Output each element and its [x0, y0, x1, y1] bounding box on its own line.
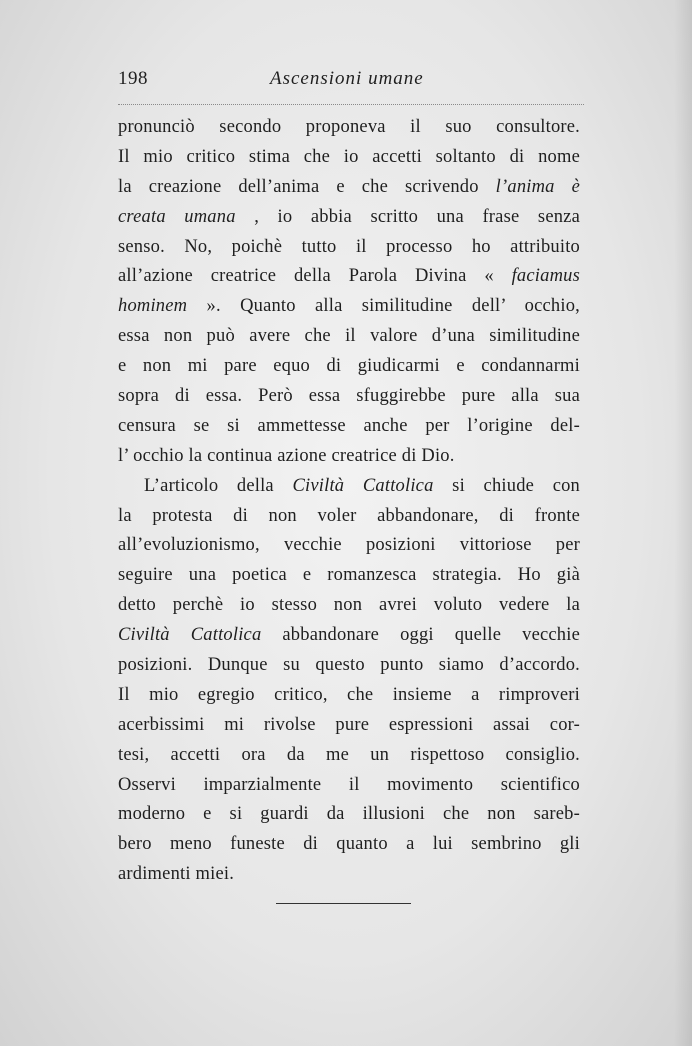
- text-segment: posizioni. Dunque su questo punto siamo d’accordo.: [118, 655, 580, 676]
- end-rule: [276, 903, 411, 904]
- text-line: [118, 382, 580, 412]
- text-segment: abbandonare oggi quelle vecchie: [261, 625, 581, 646]
- text-line: [118, 262, 580, 292]
- page-number: 198: [118, 68, 148, 89]
- page-header: [118, 64, 584, 105]
- text-line: [118, 531, 580, 561]
- text-line: [118, 113, 580, 143]
- text-line: [118, 621, 580, 651]
- text-segment: seguire una poetica e romanzesca strategia. Ho già: [118, 565, 580, 586]
- italic-segment: l’anima è: [495, 176, 580, 197]
- text-line: [118, 591, 580, 621]
- text-segment: all’evoluzionismo, vecchie posizioni vittoriose per: [118, 535, 580, 556]
- text-segment: senso. No, poichè tutto il processo ho attribuito: [118, 236, 580, 257]
- italic-segment: creata umana: [118, 206, 236, 227]
- text-line: [118, 800, 580, 830]
- text-segment: e non mi pare equo di giudicarmi e condannarmi: [118, 356, 580, 377]
- text-segment: L’articolo della: [144, 475, 293, 496]
- running-title: Ascensioni umane: [270, 68, 424, 89]
- text-line: [118, 651, 580, 681]
- text-segment: pronunciò secondo proponeva il suo consultore.: [118, 117, 580, 137]
- text-segment: ». Quanto alla similitudine dell’ occhio,: [187, 296, 580, 317]
- text-segment: ardimenti miei.: [118, 864, 235, 885]
- text-segment: all’azione creatrice della Parola Divina «: [118, 266, 512, 287]
- text-segment: bero meno funeste di quanto a lui sembrino gli: [118, 834, 580, 855]
- text-line: [118, 352, 580, 382]
- text-line: [118, 711, 580, 741]
- text-line: [118, 233, 580, 263]
- text-segment: Osservi imparzialmente il movimento scientifico: [118, 774, 580, 795]
- text-line: [118, 292, 580, 322]
- text-line: [118, 860, 580, 890]
- text-line: [118, 322, 580, 352]
- text-segment: detto perchè io stesso non avrei voluto vedere la: [118, 595, 580, 616]
- text-line: [118, 203, 580, 233]
- italic-segment: faciamus: [511, 266, 580, 287]
- text-segment: l’ occhio la continua azione creatrice di Dio.: [118, 445, 455, 466]
- text-segment: Il mio critico stima che io accetti soltanto di nome: [118, 146, 580, 167]
- text-segment: acerbissimi mi rivolse pure espressioni assai cor-: [118, 714, 580, 735]
- text-line: [118, 741, 580, 771]
- text-line: [118, 502, 580, 532]
- text-segment: la creazione dell’anima e che scrivendo: [118, 176, 496, 197]
- text-line: [118, 472, 580, 502]
- text-segment: tesi, accetti ora da me un rispettoso consiglio.: [118, 744, 580, 765]
- text-line: [118, 412, 580, 442]
- text-segment: essa non può avere che il valore d’una similitudine: [118, 326, 580, 347]
- text-line: [118, 442, 580, 472]
- italic-segment: hominem: [118, 296, 188, 317]
- text-line: [118, 143, 580, 173]
- text-segment: , io abbia scritto una frase senza: [235, 206, 580, 227]
- text-segment: si chiude con: [433, 475, 580, 496]
- text-segment: sopra di essa. Però essa sfuggirebbe pure alla sua: [118, 386, 580, 407]
- text-segment: moderno e si guardi da illusioni che non sareb-: [118, 804, 580, 825]
- text-segment: Il mio egregio critico, che insieme a rimproveri: [118, 684, 580, 705]
- body-text: [118, 113, 580, 890]
- italic-segment: Civiltà Cattolica: [292, 475, 434, 496]
- text-segment: censura se si ammettesse anche per l’origine del-: [118, 415, 580, 436]
- text-line: [118, 561, 580, 591]
- text-segment: la protesta di non voler abbandonare, di fronte: [118, 505, 580, 526]
- text-line: [118, 830, 580, 860]
- text-line: [118, 681, 580, 711]
- text-line: [118, 771, 580, 801]
- text-line: [118, 173, 580, 203]
- italic-segment: Civiltà Cattolica: [118, 625, 262, 646]
